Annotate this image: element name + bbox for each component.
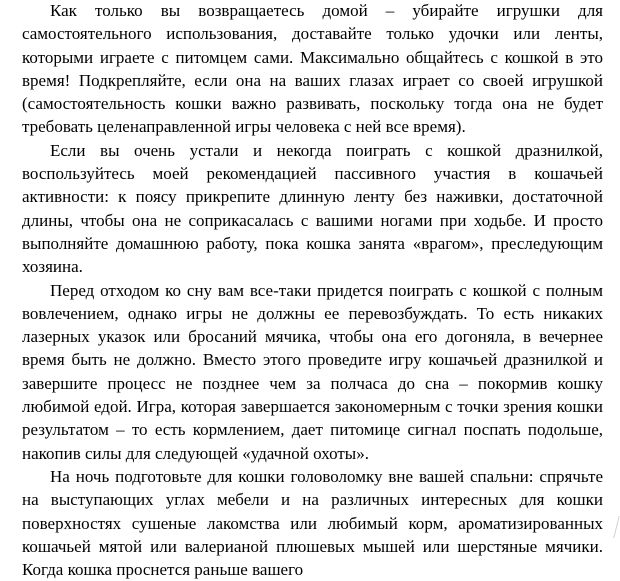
page-edge-mark (605, 516, 619, 538)
paragraph-4: На ночь подготовьте для кошки головоломку вне вашей спальни: спрячьте на выступающих углах мебели и на различных интересных для кошки поверхностях сушеные лакомства или любимый корм, ароматизированных кошачьей мятой или валерианой плюшевых мышей или шерстяные мячики. Когда кошка проснется раньше вашего (22, 466, 603, 580)
document-body (22, 0, 603, 581)
paragraph-1: Как только вы возвращаетесь домой – убирайте игрушки для самостоятельного использования, доставайте только удочки или ленты, которыми играете с питомцем сами. Максимально общайтесь с кошкой в это время! Подкрепляйте, если она на ваших глазах играет со своей игрушкой (самостоятельность кошки важно развивать, поскольку тогда она не будет требовать целенаправленной игры человека с ней все время). (22, 1, 603, 137)
paragraph-2: Если вы очень устали и некогда поиграть с кошкой дразнилкой, воспользуйтесь моей рекомендацией пассивного участия в кошачьей активности: к поясу прикрепите длинную ленту без наживки, достаточной длины, чтобы она не соприкасалась с вашими ногами при ходьбе. И просто выполняйте домашнюю работу, пока кошка занята «врагом», преследующим хозяина. (22, 140, 603, 277)
paragraph-3: Перед отходом ко сну вам все-таки придется поиграть с кошкой с полным вовлечением, однако игры не должны ее перевозбуждать. То есть никаких лазерных указок или бросаний мячика, чтобы она его догоняла, в вечернее время быть не должно. Вместо этого проведите игру кошачьей дразнилкой и завершите процесс не позднее чем за полчаса до сна – покормив кошку любимой едой. Игра, которая завершается закономерным с точки зрения кошки результатом – то есть кормлением, дает питомице сигнал поспать подольше, накопив силы для следующей «удачной охоты». (22, 280, 603, 463)
